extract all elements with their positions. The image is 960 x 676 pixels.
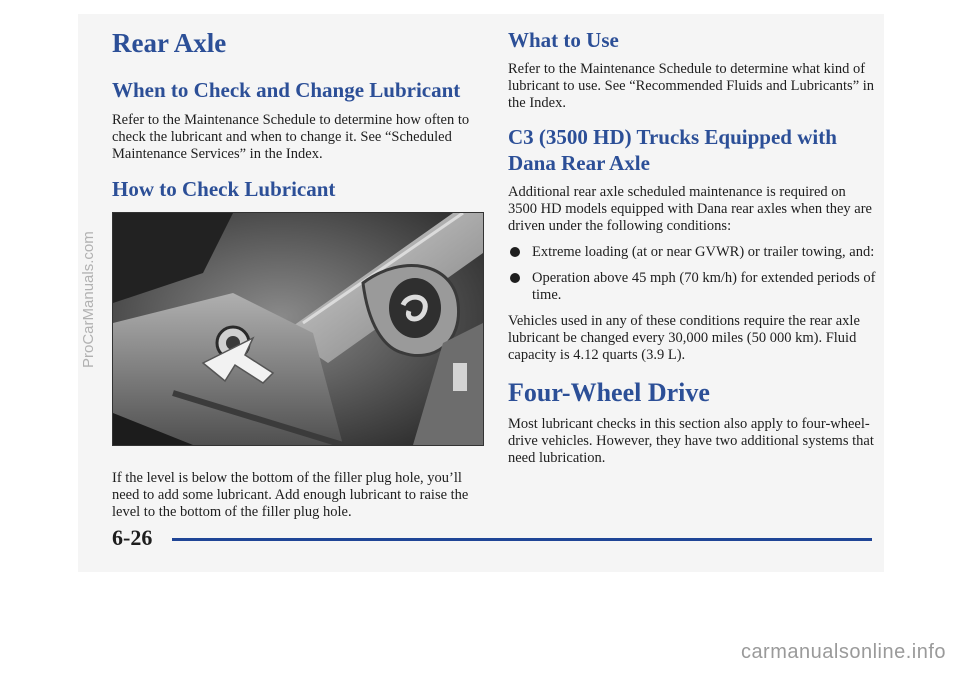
page-footer xyxy=(112,525,872,555)
how-to-check-heading: How to Check Lubricant xyxy=(112,177,336,201)
bottom-watermark: carmanualsonline.info xyxy=(740,641,946,663)
footer-rule xyxy=(172,538,872,541)
bullet-icon xyxy=(510,273,520,283)
conditions-list xyxy=(508,244,878,304)
manual-page xyxy=(78,14,884,572)
list-item xyxy=(508,270,878,304)
page-number: 6-26 xyxy=(112,525,153,550)
what-to-use-text: Refer to the Maintenance Schedule to determine what kind of lubricant to use. See “Recommended Fluids and Lubricants” in the Index. xyxy=(508,61,875,111)
four-wheel-drive-text: Most lubricant checks in this section also apply to four-wheel-drive vehicles. However, they have two additional systems that need lubrication. xyxy=(508,416,874,466)
what-to-use-heading: What to Use xyxy=(508,28,619,52)
when-to-check-text: Refer to the Maintenance Schedule to determine how often to check the lubricant and when to change it. See “Scheduled Maintenance Services” in the Index. xyxy=(112,112,470,162)
fill-instructions-text: If the level is below the bottom of the filler plug hole, you’ll need to add some lubricant. Add enough lubricant to raise the level to the bottom of the filler plug hole. xyxy=(112,470,469,520)
bullet-icon xyxy=(510,247,520,257)
axle-photo xyxy=(112,212,484,446)
axle-photo-illustration xyxy=(113,213,483,445)
dana-axle-text: Additional rear axle scheduled maintenance is required on 3500 HD models equipped with Dana rear axles when they are driven under the following conditions: xyxy=(508,184,872,234)
list-item-text: Extreme loading (at or near GVWR) or trailer towing, and: xyxy=(532,244,875,260)
left-column xyxy=(112,28,484,521)
side-watermark: ProCarManuals.com xyxy=(80,231,97,368)
dana-axle-heading: C3 (3500 HD) Trucks Equipped with Dana Rear Axle xyxy=(508,125,837,175)
when-to-check-heading: When to Check and Change Lubricant xyxy=(112,78,461,102)
list-item-text: Operation above 45 mph (70 km/h) for extended periods of time. xyxy=(532,270,876,303)
list-item xyxy=(508,244,878,261)
section-title: Rear Axle xyxy=(112,28,227,58)
four-wheel-drive-heading: Four-Wheel Drive xyxy=(508,378,710,407)
right-column xyxy=(508,28,878,467)
lubricant-change-text: Vehicles used in any of these conditions require the rear axle lubricant be changed every 30,000 miles (50 000 km). Fluid capacity is 4.12 quarts (3.9 L). xyxy=(508,313,860,363)
